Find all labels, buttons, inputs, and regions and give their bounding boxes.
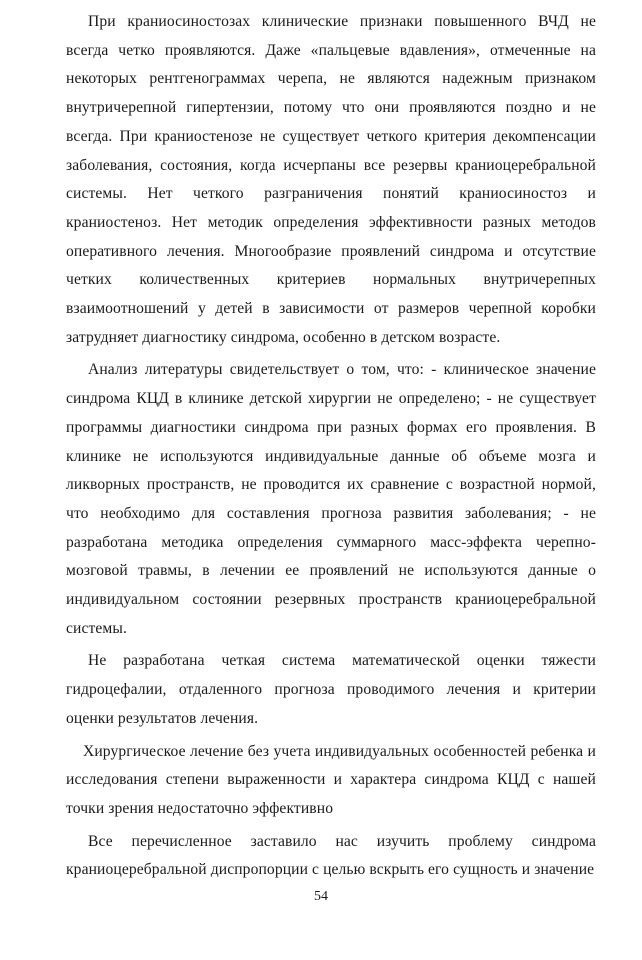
paragraph-surgical-treatment: Хирургическое лечение без учета индивидуальных особенностей ребенка и исследования степени выраженности и характера синдрома КЦД с нашей точки зрения недостаточно эффективно [66,742,596,817]
page-number: 54 [314,889,328,904]
paragraph-literature-analysis: Анализ литературы свидетельствует о том, что: - клиническое значение синдрома КЦД в клинике детской хирургии не определено; - не существует программы диагностики синдрома при разных формах его проявления. В клинике не используются индивидуальные данные об объеме мозга и ликворных пространств, не проводится их сравнение с возрастной нормой, что необходимо для составления прогноза развития заболевания; - не разработана методика определения суммарного масс-эффекта черепно-мозговой травмы, в лечении ее проявлений не используются данные о индивидуальном состоянии резервных пространств краниоцеребральной системы. [66,361,596,637]
paragraph-conclusion: Все перечисленное заставило нас изучить проблему синдрома краниоцеребральной диспропорции с целью вскрыть его сущность и значение [66,832,596,879]
paragraph-craniosynostosis: При краниосиностозах клинические признаки повышенного ВЧД не всегда четко проявляются. Даже «пальцевые вдавления», отмеченные на некоторых рентгенограммах черепа, не являются надежным признаком внутричерепной гипертензии, потому что они проявляются поздно и не всегда. При краниостенозе не существует четкого критерия декомпенсации заболевания, состояния, когда исчерпаны все резервы краниоцеребральной системы. Нет четкого разграничения понятий краниосиностоз и краниостеноз. Нет методик определения эффективности разных методов оперативного лечения. Многообразие проявлений синдрома и отсутствие четких количественных критериев нормальных внутричерепных взаимоотношений у детей в зависимости от размеров черепной коробки затрудняет диагностику синдрома, особенно в детском возрасте. [66,13,596,346]
paragraph-hydrocephalus: Не разработана четкая система математической оценки тяжести гидроцефалии, отдаленного прогноза проводимого лечения и критерии оценки результатов лечения. [66,652,596,727]
body-text [66,8,596,885]
